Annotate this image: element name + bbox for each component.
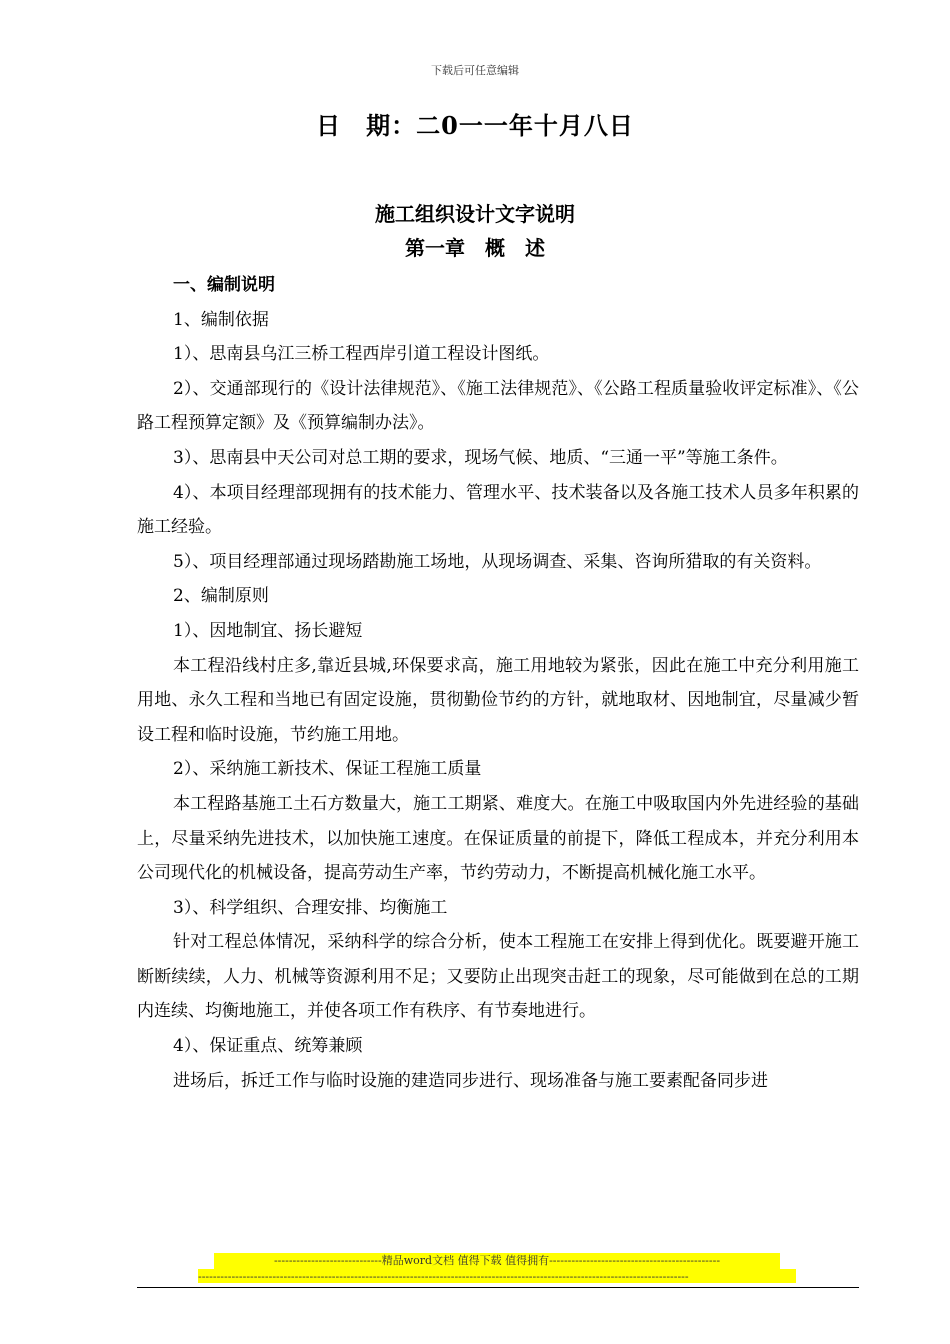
- paragraph: 1）、因地制宜、扬长避短: [173, 620, 363, 641]
- footer-banner: [198, 1253, 796, 1283]
- paragraph: 进场后，拆迁工作与临时设施的建造同步进行、现场准备与施工要素配备同步进: [173, 1070, 768, 1091]
- paragraph: 4）、保证重点、统筹兼顾: [173, 1036, 363, 1057]
- header-note: 下载后可任意编辑: [431, 64, 519, 77]
- footer-divider: [137, 1287, 859, 1288]
- banner-line-2: ------------------------------------------------------------------------------------------------------------------------------------: [198, 1269, 796, 1283]
- paragraph: 2）、交通部现行的《设计法律规范》、《施工法律规范》、《公路工程质量验收评定标准》、《公路工程预算定额》及《预算编制办法》。: [137, 378, 859, 434]
- chapter-title: 第一章 概 述: [405, 236, 545, 260]
- paragraph: 5）、项目经理部通过现场踏勘施工场地，从现场调查、采集、咨询所猎取的有关资料。: [173, 551, 822, 572]
- banner-line-1: -----------------------------精品word文档 值得下载 值得拥有----------------------------------------------: [214, 1253, 780, 1269]
- paragraph: 1、编制依据: [173, 309, 269, 330]
- paragraph: 4）、本项目经理部现拥有的技术能力、管理水平、技术装备以及各施工技术人员多年积累的施工经验。: [137, 482, 859, 538]
- date-line: 日 期：二0一一年十月八日: [316, 111, 634, 140]
- paragraph: 2）、采纳施工新技术、保证工程施工质量: [173, 759, 482, 780]
- paragraph: 2、编制原则: [173, 586, 269, 607]
- document-title: 施工组织设计文字说明: [375, 202, 575, 226]
- paragraph: 1）、思南县乌江三桥工程西岸引道工程设计图纸。: [173, 344, 550, 365]
- paragraph: 本工程路基施工土石方数量大，施工工期紧、难度大。在施工中吸取国内外先进经验的基础上，尽量采纳先进技术，以加快施工速度。在保证质量的前提下，降低工程成本，并充分利用本公司现代化的机械设备，提高劳动生产率，节约劳动力，不断提高机械化施工水平。: [137, 793, 859, 884]
- paragraph: 3）、思南县中天公司对总工期的要求，现场气候、地质、“三通一平”等施工条件。: [173, 447, 788, 468]
- paragraph: 针对工程总体情况，采纳科学的综合分析，使本工程施工在安排上得到优化。既要避开施工断断续续，人力、机械等资源利用不足；又要防止出现突击赶工的现象，尽可能做到在总的工期内连续、均衡地施工，并使各项工作有秩序、有节奏地进行。: [137, 932, 859, 1022]
- section-heading: 一、编制说明: [173, 275, 275, 295]
- body-text: [137, 268, 859, 1098]
- paragraph: 本工程沿线村庄多,靠近县城,环保要求高，施工用地较为紧张，因此在施工中充分利用施工用地、永久工程和当地已有固定设施，贯彻勤俭节约的方针，就地取材、因地制宜，尽量减少暂设工程和临时设施，节约施工用地。: [137, 655, 859, 745]
- paragraph: 3）、科学组织、合理安排、均衡施工: [173, 897, 448, 918]
